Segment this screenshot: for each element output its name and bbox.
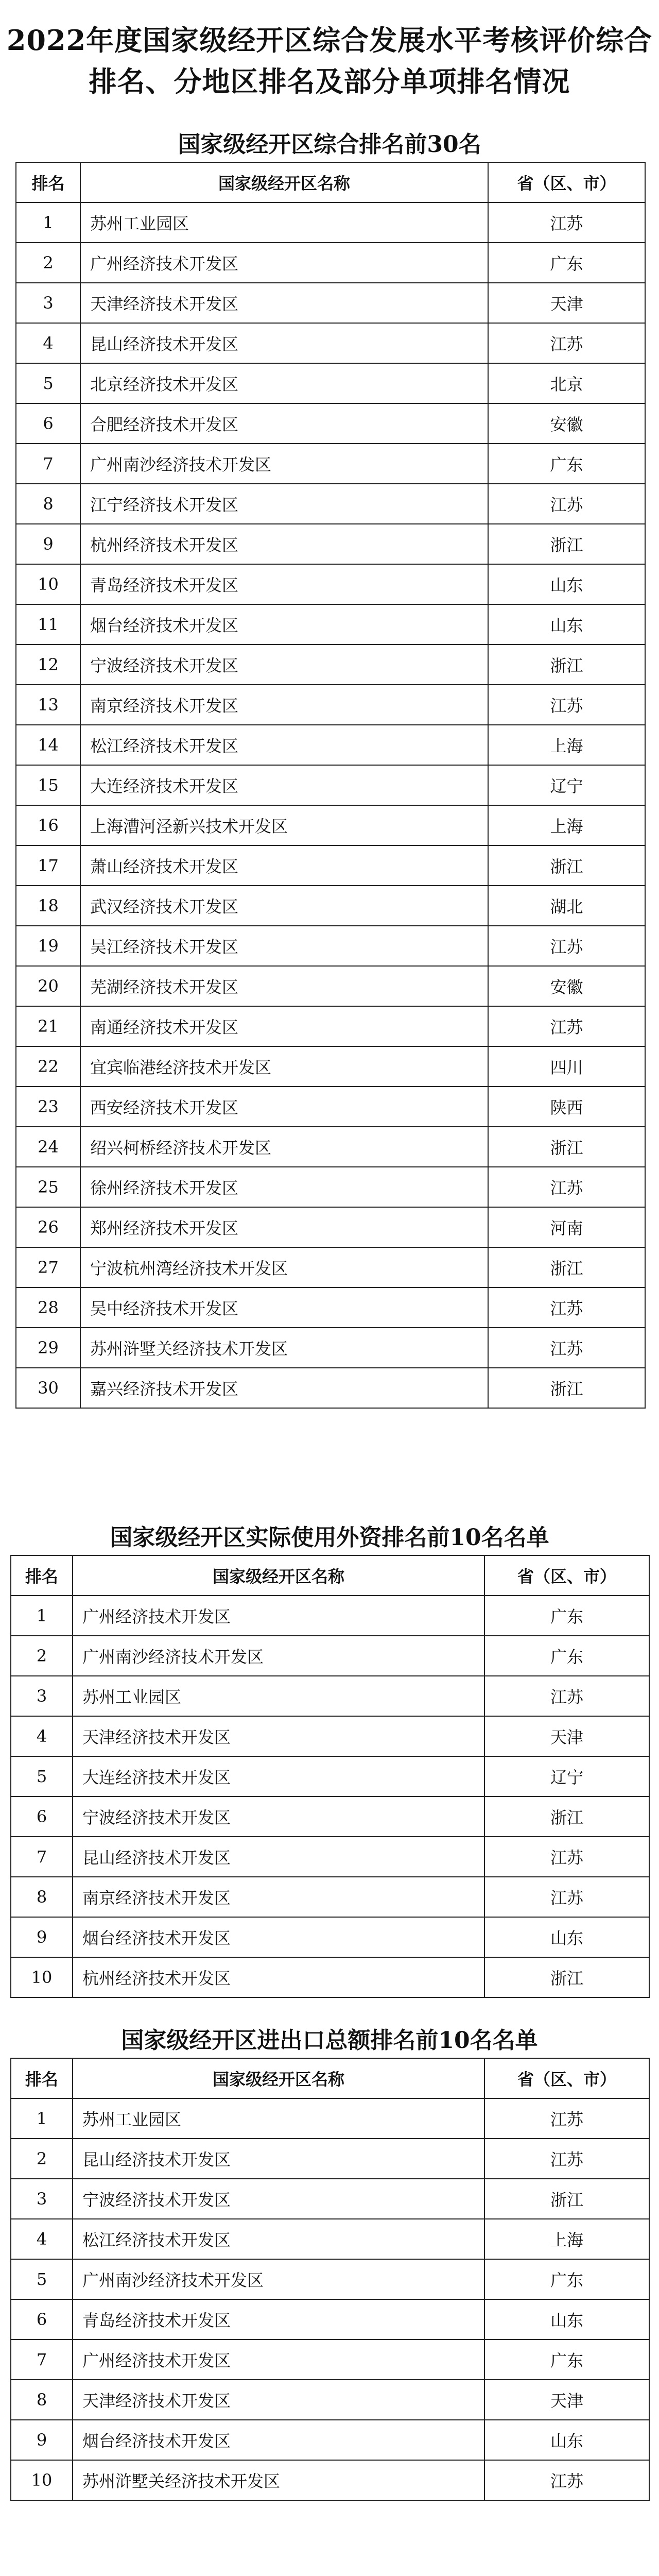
name-cell: 广州南沙经济技术开发区 (80, 444, 488, 484)
rank-cell: 8 (11, 1877, 73, 1917)
name-cell: 苏州浒墅关经济技术开发区 (80, 1328, 488, 1368)
table-row (11, 2340, 649, 2380)
table-row (11, 2139, 649, 2179)
table-row (11, 2098, 649, 2139)
rank-cell: 17 (16, 845, 80, 886)
table-row (16, 725, 645, 765)
province-cell: 江苏 (488, 323, 645, 363)
name-cell: 天津经济技术开发区 (73, 2380, 484, 2420)
province-cell: 江苏 (488, 685, 645, 725)
name-cell: 西安经济技术开发区 (80, 1087, 488, 1127)
table-row (16, 1287, 645, 1328)
table-row (11, 1676, 649, 1716)
table-row (16, 1006, 645, 1046)
rank-cell: 14 (16, 725, 80, 765)
province-cell: 安徽 (488, 966, 645, 1006)
table-row (16, 524, 645, 564)
name-cell: 杭州经济技术开发区 (73, 1957, 484, 1997)
rank-cell: 10 (11, 2460, 73, 2500)
header-province: 省（区、市） (488, 162, 645, 202)
table-row (16, 1087, 645, 1127)
name-cell: 苏州工业园区 (80, 202, 488, 243)
rank-cell: 4 (16, 323, 80, 363)
rank-cell: 4 (11, 1716, 73, 1756)
table-body (11, 1596, 649, 1997)
name-cell: 苏州工业园区 (73, 1676, 484, 1716)
rank-cell: 18 (16, 886, 80, 926)
province-cell: 河南 (488, 1207, 645, 1247)
rank-cell: 7 (11, 2340, 73, 2380)
name-cell: 芜湖经济技术开发区 (80, 966, 488, 1006)
rank-cell: 5 (11, 2259, 73, 2299)
province-cell: 江苏 (484, 1676, 649, 1716)
rank-cell: 15 (16, 765, 80, 805)
rank-cell: 8 (11, 2380, 73, 2420)
rank-cell: 24 (16, 1127, 80, 1167)
province-cell: 浙江 (488, 1127, 645, 1167)
rank-cell: 25 (16, 1167, 80, 1207)
header-name: 国家级经开区名称 (73, 1555, 484, 1596)
province-cell: 辽宁 (488, 765, 645, 805)
province-cell: 上海 (488, 805, 645, 845)
province-cell: 山东 (484, 2299, 649, 2340)
table-row (16, 202, 645, 243)
table-row (16, 966, 645, 1006)
name-cell: 江宁经济技术开发区 (80, 484, 488, 524)
rank-cell: 16 (16, 805, 80, 845)
rank-cell: 9 (11, 2420, 73, 2460)
province-cell: 天津 (488, 283, 645, 323)
province-cell: 辽宁 (484, 1756, 649, 1797)
name-cell: 宜宾临港经济技术开发区 (80, 1046, 488, 1087)
rank-cell: 23 (16, 1087, 80, 1127)
rank-cell: 3 (16, 283, 80, 323)
table-row (11, 1917, 649, 1957)
province-cell: 浙江 (488, 645, 645, 685)
rank-cell: 19 (16, 926, 80, 966)
table-row (11, 2420, 649, 2460)
rank-cell: 7 (16, 444, 80, 484)
province-cell: 天津 (484, 1716, 649, 1756)
rank-cell: 11 (16, 604, 80, 645)
name-cell: 上海漕河泾新兴技术开发区 (80, 805, 488, 845)
name-cell: 南京经济技术开发区 (73, 1877, 484, 1917)
header-name: 国家级经开区名称 (73, 2058, 484, 2098)
province-cell: 浙江 (488, 524, 645, 564)
table-row (11, 2179, 649, 2219)
table-row (16, 323, 645, 363)
table-row (16, 1247, 645, 1287)
province-cell: 山东 (488, 564, 645, 604)
section-trade-volume-ranking (0, 2024, 659, 2501)
rank-cell: 9 (16, 524, 80, 564)
table-row (11, 2299, 649, 2340)
table-row (16, 685, 645, 725)
rank-cell: 6 (11, 1797, 73, 1837)
province-cell: 山东 (488, 604, 645, 645)
ranking-table (15, 162, 646, 1409)
name-cell: 郑州经济技术开发区 (80, 1207, 488, 1247)
document-title (0, 0, 659, 102)
rank-cell: 8 (16, 484, 80, 524)
province-cell: 江苏 (484, 2460, 649, 2500)
rank-cell: 1 (11, 2098, 73, 2139)
name-cell: 烟台经济技术开发区 (80, 604, 488, 645)
table-row (16, 1167, 645, 1207)
province-cell: 湖北 (488, 886, 645, 926)
table-row (16, 645, 645, 685)
section-overall-ranking (0, 128, 659, 1409)
province-cell: 江苏 (484, 2098, 649, 2139)
rank-cell: 30 (16, 1368, 80, 1408)
name-cell: 嘉兴经济技术开发区 (80, 1368, 488, 1408)
section-title: 国家级经开区实际使用外资排名前10名名单 (110, 1524, 549, 1551)
table-row (16, 403, 645, 444)
province-cell: 江苏 (484, 1837, 649, 1877)
table-body (16, 202, 645, 1408)
province-cell: 上海 (484, 2219, 649, 2259)
name-cell: 萧山经济技术开发区 (80, 845, 488, 886)
name-cell: 天津经济技术开发区 (73, 1716, 484, 1756)
name-cell: 南通经济技术开发区 (80, 1006, 488, 1046)
name-cell: 昆山经济技术开发区 (80, 323, 488, 363)
name-cell: 杭州经济技术开发区 (80, 524, 488, 564)
rank-cell: 2 (16, 243, 80, 283)
section-title: 国家级经开区进出口总额排名前10名名单 (121, 2027, 538, 2054)
province-cell: 浙江 (484, 1957, 649, 1997)
name-cell: 广州南沙经济技术开发区 (73, 2259, 484, 2299)
header-name: 国家级经开区名称 (80, 162, 488, 202)
province-cell: 江苏 (484, 1877, 649, 1917)
name-cell: 广州经济技术开发区 (73, 2340, 484, 2380)
rank-cell: 26 (16, 1207, 80, 1247)
header-province: 省（区、市） (484, 2058, 649, 2098)
section-foreign-investment-ranking (0, 1521, 659, 1998)
province-cell: 浙江 (484, 2179, 649, 2219)
table-row (11, 1877, 649, 1917)
rank-cell: 2 (11, 1636, 73, 1676)
name-cell: 绍兴柯桥经济技术开发区 (80, 1127, 488, 1167)
rank-cell: 2 (11, 2139, 73, 2179)
name-cell: 苏州工业园区 (73, 2098, 484, 2139)
table-row (16, 1127, 645, 1167)
rank-cell: 28 (16, 1287, 80, 1328)
table-header-row (11, 1555, 649, 1596)
province-cell: 上海 (488, 725, 645, 765)
province-cell: 广东 (488, 444, 645, 484)
name-cell: 松江经济技术开发区 (73, 2219, 484, 2259)
name-cell: 广州经济技术开发区 (73, 1596, 484, 1636)
province-cell: 广东 (484, 1596, 649, 1636)
table-row (16, 926, 645, 966)
province-cell: 江苏 (488, 202, 645, 243)
province-cell: 广东 (484, 2259, 649, 2299)
province-cell: 广东 (484, 2340, 649, 2380)
rank-cell: 3 (11, 2179, 73, 2219)
table-row (11, 1596, 649, 1636)
table-row (16, 765, 645, 805)
section-title: 国家级经开区综合排名前30名 (178, 131, 481, 158)
province-cell: 山东 (484, 2420, 649, 2460)
rank-cell: 29 (16, 1328, 80, 1368)
table-row (11, 1636, 649, 1676)
province-cell: 安徽 (488, 403, 645, 444)
province-cell: 天津 (484, 2380, 649, 2420)
rank-cell: 1 (16, 202, 80, 243)
province-cell: 浙江 (488, 1247, 645, 1287)
province-cell: 江苏 (488, 1167, 645, 1207)
name-cell: 吴江经济技术开发区 (80, 926, 488, 966)
table-row (11, 2259, 649, 2299)
name-cell: 南京经济技术开发区 (80, 685, 488, 725)
table-row (11, 1957, 649, 1997)
table-row (16, 1368, 645, 1408)
document-title-line-2: 排名、分地区排名及部分单项排名情况 (89, 65, 570, 98)
name-cell: 青岛经济技术开发区 (80, 564, 488, 604)
name-cell: 青岛经济技术开发区 (73, 2299, 484, 2340)
province-cell: 江苏 (488, 1328, 645, 1368)
province-cell: 浙江 (488, 1368, 645, 1408)
rank-cell: 5 (11, 1756, 73, 1797)
name-cell: 大连经济技术开发区 (73, 1756, 484, 1797)
rank-cell: 6 (16, 403, 80, 444)
table-row (16, 1046, 645, 1087)
name-cell: 烟台经济技术开发区 (73, 2420, 484, 2460)
table-row (11, 1837, 649, 1877)
province-cell: 陕西 (488, 1087, 645, 1127)
name-cell: 北京经济技术开发区 (80, 363, 488, 403)
header-rank: 排名 (11, 1555, 73, 1596)
name-cell: 宁波经济技术开发区 (80, 645, 488, 685)
name-cell: 广州南沙经济技术开发区 (73, 1636, 484, 1676)
table-row (11, 2460, 649, 2500)
province-cell: 江苏 (488, 1006, 645, 1046)
rank-cell: 27 (16, 1247, 80, 1287)
table-row (16, 564, 645, 604)
table-row (16, 886, 645, 926)
province-cell: 山东 (484, 1917, 649, 1957)
ranking-table (10, 1555, 650, 1998)
table-row (11, 2219, 649, 2259)
province-cell: 北京 (488, 363, 645, 403)
province-cell: 江苏 (484, 2139, 649, 2179)
province-cell: 江苏 (488, 926, 645, 966)
table-row (11, 1756, 649, 1797)
name-cell: 昆山经济技术开发区 (73, 2139, 484, 2179)
name-cell: 烟台经济技术开发区 (73, 1917, 484, 1957)
table-row (11, 1797, 649, 1837)
table-header-row (16, 162, 645, 202)
rank-cell: 10 (11, 1957, 73, 1997)
table-row (16, 444, 645, 484)
rank-cell: 22 (16, 1046, 80, 1087)
rank-cell: 7 (11, 1837, 73, 1877)
table-row (16, 1207, 645, 1247)
name-cell: 武汉经济技术开发区 (80, 886, 488, 926)
name-cell: 徐州经济技术开发区 (80, 1167, 488, 1207)
province-cell: 广东 (488, 243, 645, 283)
name-cell: 昆山经济技术开发区 (73, 1837, 484, 1877)
table-row (16, 283, 645, 323)
table-header-row (11, 2058, 649, 2098)
province-cell: 四川 (488, 1046, 645, 1087)
rank-cell: 5 (16, 363, 80, 403)
table-row (16, 363, 645, 403)
name-cell: 吴中经济技术开发区 (80, 1287, 488, 1328)
name-cell: 天津经济技术开发区 (80, 283, 488, 323)
name-cell: 宁波经济技术开发区 (73, 2179, 484, 2219)
rank-cell: 12 (16, 645, 80, 685)
header-rank: 排名 (16, 162, 80, 202)
table-row (16, 1328, 645, 1368)
rank-cell: 20 (16, 966, 80, 1006)
province-cell: 浙江 (484, 1797, 649, 1837)
rank-cell: 6 (11, 2299, 73, 2340)
province-cell: 浙江 (488, 845, 645, 886)
rank-cell: 3 (11, 1676, 73, 1716)
table-row (16, 243, 645, 283)
ranking-table (10, 2058, 650, 2501)
rank-cell: 1 (11, 1596, 73, 1636)
table-row (11, 1716, 649, 1756)
document-title-line-1: 2022年度国家级经开区综合发展水平考核评价综合 (6, 24, 653, 57)
province-cell: 广东 (484, 1636, 649, 1676)
header-rank: 排名 (11, 2058, 73, 2098)
rank-cell: 13 (16, 685, 80, 725)
header-province: 省（区、市） (484, 1555, 649, 1596)
rank-cell: 4 (11, 2219, 73, 2259)
table-row (11, 2380, 649, 2420)
table-row (16, 805, 645, 845)
table-row (16, 845, 645, 886)
name-cell: 大连经济技术开发区 (80, 765, 488, 805)
name-cell: 松江经济技术开发区 (80, 725, 488, 765)
rank-cell: 10 (16, 564, 80, 604)
province-cell: 江苏 (488, 1287, 645, 1328)
province-cell: 江苏 (488, 484, 645, 524)
name-cell: 宁波经济技术开发区 (73, 1797, 484, 1837)
name-cell: 广州经济技术开发区 (80, 243, 488, 283)
name-cell: 宁波杭州湾经济技术开发区 (80, 1247, 488, 1287)
table-body (11, 2098, 649, 2500)
table-row (16, 604, 645, 645)
table-row (16, 484, 645, 524)
name-cell: 合肥经济技术开发区 (80, 403, 488, 444)
name-cell: 苏州浒墅关经济技术开发区 (73, 2460, 484, 2500)
rank-cell: 21 (16, 1006, 80, 1046)
rank-cell: 9 (11, 1917, 73, 1957)
